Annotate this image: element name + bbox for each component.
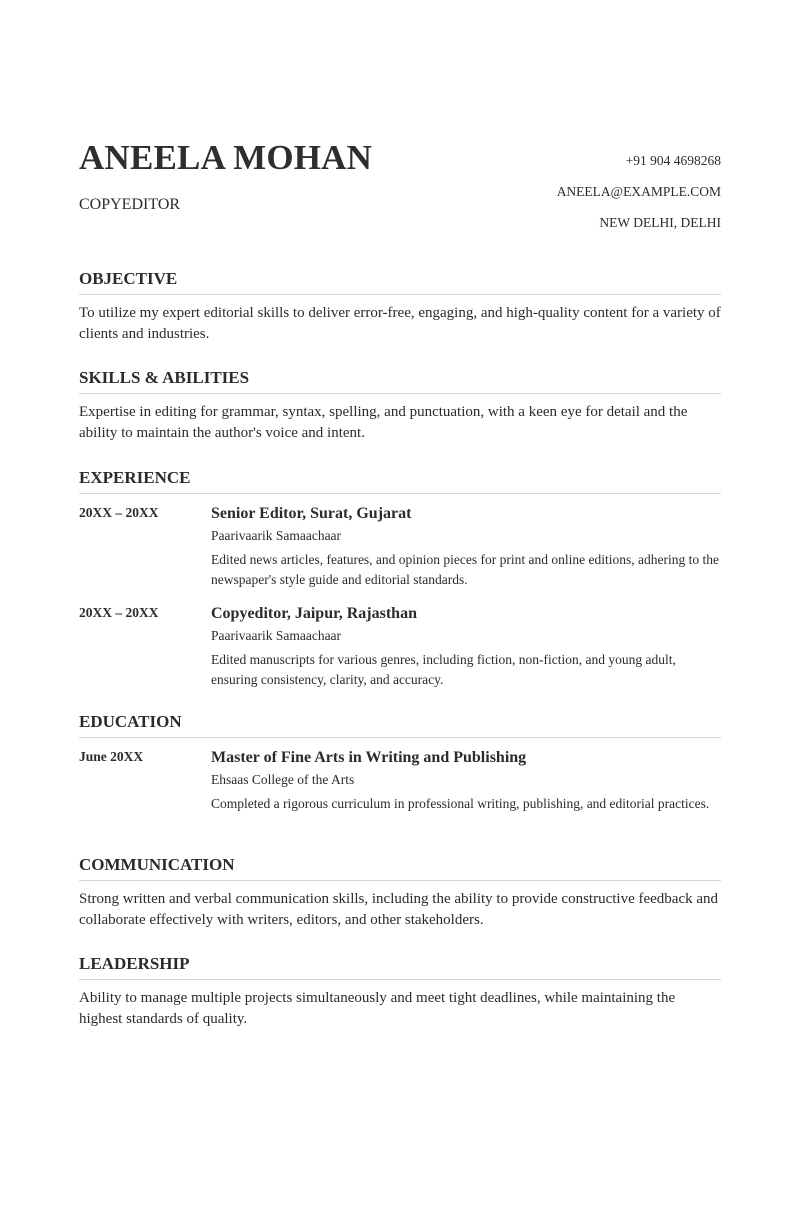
job-title: Copyeditor, Jaipur, Rajasthan [211, 605, 417, 622]
job-title: Senior Editor, Surat, Gujarat [211, 505, 412, 522]
communication-section [79, 854, 721, 931]
leadership-text: Ability to manage multiple projects simultaneously and meet tight deadlines, while maintaining the highest standards of quality. [79, 990, 676, 1027]
degree-title: Master of Fine Arts in Writing and Publishing [211, 749, 527, 766]
section-title-communication: COMMUNICATION [79, 854, 721, 881]
job-description: Edited manuscripts for various genres, including fiction, non-fiction, and young adult, ensuring consistency, clarity, and accuracy. [211, 652, 676, 687]
email-address: ANEELA@EXAMPLE.COM [556, 184, 721, 199]
section-title-experience: EXPERIENCE [79, 467, 721, 494]
section-title-skills: SKILLS & ABILITIES [79, 367, 721, 394]
resume-header [79, 0, 721, 262]
skills-section [79, 367, 721, 444]
experience-entry [79, 603, 721, 689]
section-title-leadership: LEADERSHIP [79, 953, 721, 980]
phone-number: +91 904 4698268 [625, 153, 721, 168]
skills-text: Expertise in editing for grammar, syntax, spelling, and punctuation, with a keen eye for detail and the ability to maintain the author's voice and intent. [79, 404, 688, 441]
education-section [79, 711, 721, 814]
job-description: Edited news articles, features, and opinion pieces for print and online editions, adhering to the newspaper's style guide and editorial standards. [211, 552, 719, 587]
communication-text: Strong written and verbal communication skills, including the ability to provide constructive feedback and collaborate effectively with writers, editors, and other stakeholders. [79, 891, 719, 928]
education-entry [79, 747, 721, 814]
entry-date: 20XX – 20XX [79, 605, 159, 620]
objective-section [79, 268, 721, 345]
entry-content [211, 747, 721, 814]
candidate-role: COPYEDITOR [79, 196, 181, 213]
objective-text: To utilize my expert editorial skills to deliver error-free, engaging, and high-quality content for a variety of clients and industries. [79, 305, 721, 342]
section-title-objective: OBJECTIVE [79, 268, 721, 295]
entry-content [211, 603, 721, 689]
leadership-section [79, 953, 721, 1030]
contact-info [557, 152, 721, 245]
location: NEW DELHI, DELHI [599, 215, 721, 230]
institution-name: Ehsaas College of the Arts [211, 772, 355, 787]
entry-date: June 20XX [79, 749, 144, 764]
experience-entry [79, 503, 721, 589]
experience-section [79, 467, 721, 689]
entry-date: 20XX – 20XX [79, 505, 159, 520]
employer-name: Paarivaarik Samaachaar [211, 628, 342, 643]
resume-page [79, 0, 721, 1229]
employer-name: Paarivaarik Samaachaar [211, 528, 342, 543]
candidate-name: ANEELA MOHAN [79, 138, 373, 177]
education-description: Completed a rigorous curriculum in professional writing, publishing, and editorial practices. [211, 796, 710, 811]
section-title-education: EDUCATION [79, 711, 721, 738]
entry-content [211, 503, 721, 589]
